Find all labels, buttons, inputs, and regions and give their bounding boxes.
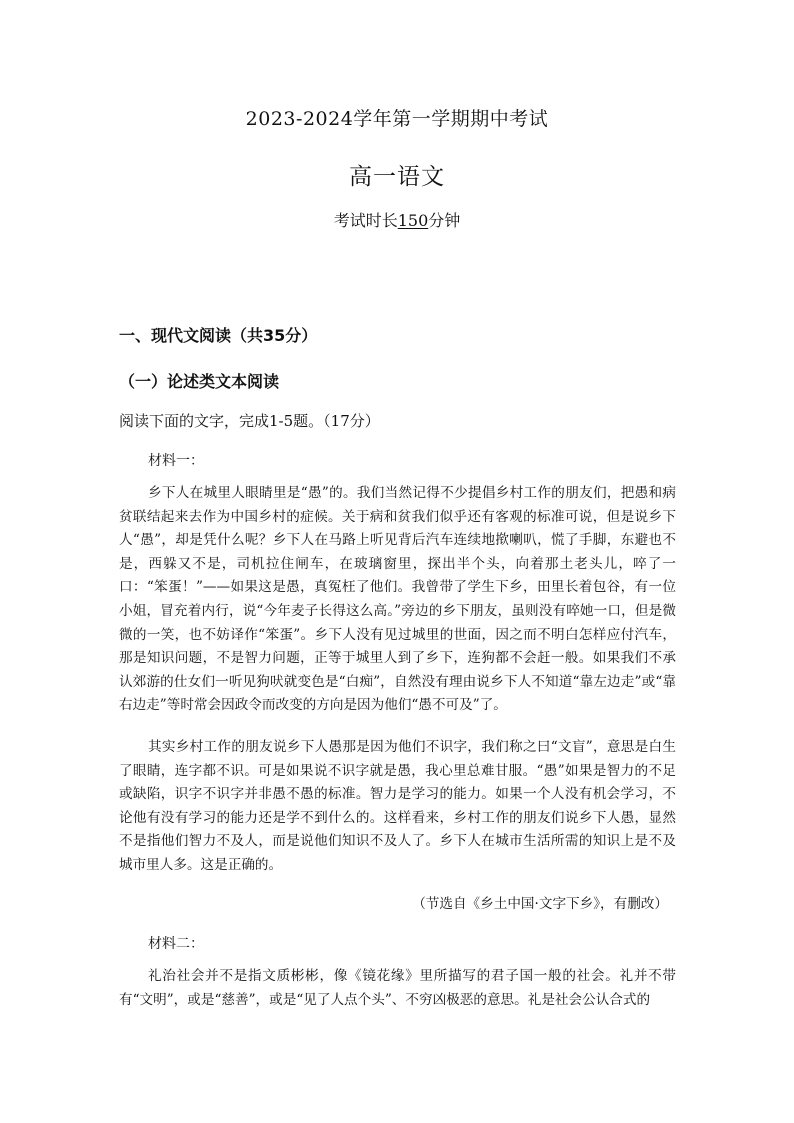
subject-title: 高一语文 (349, 164, 445, 190)
material-two-label: 材料二： (148, 936, 204, 952)
material-one-label: 材料一： (148, 453, 204, 469)
duration-prefix: 考试时长 (333, 211, 398, 230)
exam-title: 2023-2024学年第一学期期中考试 (245, 108, 549, 130)
reading-instruction: 阅读下面的文字，完成1-5题。（17分） (119, 412, 380, 430)
material-one-paragraph-2: 其实乡村工作的朋友说乡下人愚那是因为他们不识字，我们称之曰“文盲”，意思是白生了眼睛，连字都不识。可是如果说不识字就是愚，我心里总难甘服。“愚”如果是智力的不足或缺陷，识字不识字并非愚不愚的标准。智力是学习的能力。如果一个人没有机会学习，不论他有没有学习的能力还是学不到什么的。这样看来，乡村工作的朋友们说乡下人愚，显然不是指他们智力不及人，而是说他们知识不及人了。乡下人在城市生活所需的知识上是不及城市里人多。这是正确的。 (119, 739, 676, 873)
section-heading: 一、现代文阅读（共35分） (119, 326, 318, 345)
exam-duration (0, 208, 794, 231)
material-one-paragraph-1: 乡下人在城里人眼睛里是“愚”的。我们当然记得不少提倡乡村工作的朋友们，把愚和病贫联结起来去作为中国乡村的症候。关于病和贫我们似乎还有客观的标准可说，但是说乡下人“愚”，却是凭什么呢？乡下人在马路上听见背后汽车连续地揿喇叭，慌了手脚，东避也不是，西躲又不是，司机拉住闸车，在玻璃窗里，探出半个头，向着那土老头儿，啐了一口：“笨蛋！”——如果这是愚，真冤枉了他们。我曾带了学生下乡，田里长着包谷，有一位小姐，冒充着内行，说“今年麦子长得这么高。”旁边的乡下朋友，虽则没有啐她一口，但是微微的一笑，也不妨译作“笨蛋”。乡下人没有见过城里的世面，因之而不明白怎样应付汽车，那是知识问题，不是智力问题，正等于城里人到了乡下，连狗都不会赶一般。如果我们不承认郊游的仕女们一听见狗吠就变色是“白痴”，自然没有理由说乡下人不知道“靠左边走”或“靠右边走”等时常会因政令而改变的方向是因为他们“愚不可及”了。 (119, 485, 676, 714)
sub-section-heading: （一）论述类文本阅读 (119, 372, 280, 391)
duration-suffix: 分钟 (428, 211, 461, 230)
source-citation: （节选自《乡土中国·文字下乡》，有删改） (412, 896, 668, 912)
material-two-paragraph-1: 礼治社会并不是指文质彬彬，像《镜花缘》里所描写的君子国一般的社会。礼并不带有“文明”，或是“慈善”，或是“见了人点个头”、不穷凶极恶的意思。礼是社会公认合式的 (119, 968, 676, 1008)
duration-value: 150 (397, 211, 429, 230)
